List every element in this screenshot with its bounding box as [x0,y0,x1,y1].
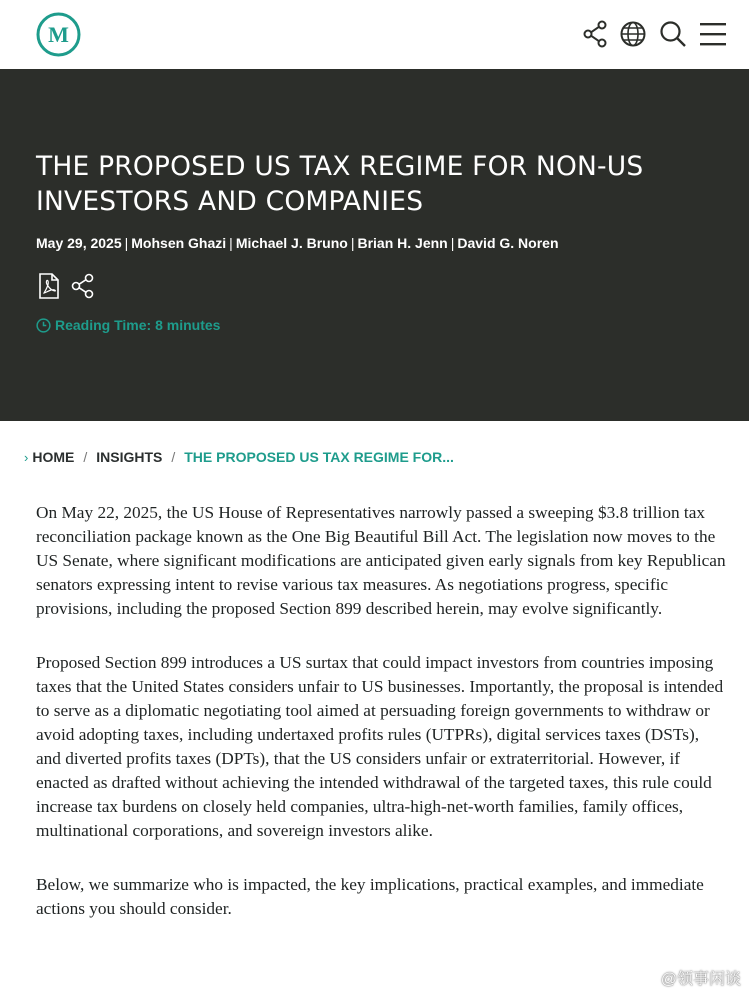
page-title [36,149,686,219]
breadcrumb-separator: / [83,449,88,465]
article-actions [36,273,96,299]
article-body [36,501,726,951]
weibo-icon [635,969,657,987]
logo[interactable] [36,12,81,57]
pdf-download-icon[interactable] [36,273,62,299]
author-link[interactable]: Michael J. Bruno [235,235,348,251]
author-link[interactable]: Mohsen Ghazi [131,235,227,251]
watermark-text: @领事闲谈 [660,971,741,988]
author-link[interactable]: David G. Noren [457,235,559,251]
article-paragraph: On May 22, 2025, the US House of Representatives narrowly passed a sweeping $3.8 trillion tax reconciliation package known as the One Big Beautiful Bill Act. The legislation now moves to the US Senate, where significant modifications are anticipated given early signals from key Republican senators expressing intent to revise various tax measures. As negotiations progress, specific provisions, including the proposed Section 899 described herein, may evolve significantly. [36,503,726,618]
breadcrumb [24,449,454,465]
share-icon[interactable] [580,16,612,52]
reading-time [36,317,220,333]
chevron-right-icon: › [24,449,29,465]
title-line-2: INVESTORS AND COMPANIES [36,186,424,217]
article-paragraph: Below, we summarize who is impacted, the key implications, practical examples, and immediate actions you should consider. [36,875,704,918]
search-icon[interactable] [657,16,689,52]
author-link[interactable]: Brian H. Jenn [357,235,448,251]
article-paragraph: Proposed Section 899 introduces a US surtax that could impact investors from countries imposing taxes that the United States considers unfair to US businesses. Importantly, the proposal is intended to serve as a diplomatic negotiating tool aimed at persuading foreign governments to withdraw or avoid adopting taxes, including undertaxed profits rules (UTPRs), digital services taxes (DSTs), and diverted profits taxes (DPTs), that the US considers unfair or extraterritorial. However, if enacted as drafted without achieving the intended withdrawal of the targeted taxes, this rule could increase tax burdens on closely held companies, ultra-high-net-worth families, family offices, multinational corporations, and sovereign investors alike. [36,653,724,840]
share-icon[interactable] [70,273,96,299]
reading-time-label: Reading Time: 8 minutes [55,317,221,333]
globe-icon[interactable] [617,16,649,52]
svg-text:M: M [48,22,69,47]
menu-icon[interactable] [697,16,729,52]
publish-date: May 29, 2025 [36,235,122,251]
watermark [635,966,741,989]
breadcrumb-home[interactable]: HOME [32,449,75,465]
byline: May 29, 2025 | Mohsen Ghazi | Michael J. Bruno | Brian H. Jenn | David G. Noren [36,235,559,251]
article-hero [0,69,749,421]
breadcrumb-current: THE PROPOSED US TAX REGIME FOR... [184,449,454,465]
title-line-1: THE PROPOSED US TAX REGIME FOR NON-US [36,151,644,182]
breadcrumb-insights[interactable]: INSIGHTS [96,449,163,465]
site-header [0,0,749,69]
breadcrumb-separator: / [171,449,176,465]
clock-icon [36,318,51,333]
